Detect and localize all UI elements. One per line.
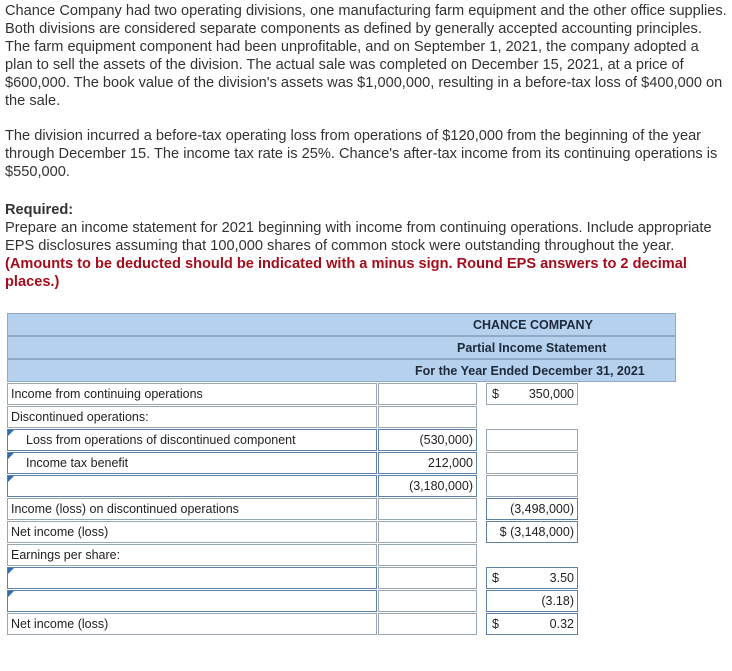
- continuing-ops-label: Income from continuing operations: [7, 383, 377, 405]
- dropdown-flag-icon: [8, 591, 14, 597]
- income-statement-table: [7, 313, 676, 643]
- table-row: [7, 521, 676, 544]
- table-row: [7, 406, 676, 429]
- income-tax-benefit-label: Income tax benefit: [26, 456, 129, 470]
- discontinued-total-col1: [378, 498, 477, 520]
- eps-line1-select[interactable]: [7, 567, 377, 589]
- eps-net-income-label: Net income (loss): [7, 613, 377, 635]
- dollar-sign: $: [492, 571, 499, 585]
- header-company-row: [7, 313, 676, 336]
- problem-paragraph-1: Chance Company had two operating divisions, one manufacturing farm equipment and the other office supplies. Both divisions are considered separate components as defined by generally accepted accounting principles. The farm equipment component had been unprofitable, and on September 1, 2021, the company adopted a plan to sell the assets of the division. The actual sale was completed on December 15, 2021, at a price of $600,000. The book value of the division's assets was $1,000,000, resulting in a before-tax loss of $400,000 on the sale.: [5, 3, 727, 109]
- table-row: [7, 429, 676, 452]
- dollar-sign: $: [492, 387, 499, 401]
- loss-from-operations-label: Loss from operations of discontinued component: [26, 433, 296, 447]
- eps-net-income-input[interactable]: [486, 613, 578, 635]
- net-income-input[interactable]: $ (3,148,000): [486, 521, 578, 543]
- dollar-sign: $: [492, 617, 499, 631]
- problem-paragraph-2: The division incurred a before-tax operating loss from operations of $120,000 from the beginning of the year through December 15. The income tax rate is 25%. Chance's after-tax income from its continuing operations is $550,000.: [5, 128, 718, 180]
- loss-from-operations-input[interactable]: (530,000): [378, 429, 477, 451]
- loss-from-operations-select[interactable]: [7, 429, 377, 451]
- eps-line2-col1: [378, 590, 477, 612]
- blank-row-amount-input[interactable]: (3,180,000): [378, 475, 477, 497]
- required-heading: Required:: [5, 202, 74, 218]
- continuing-ops-col1: [378, 383, 477, 405]
- eps-line1-input[interactable]: [486, 567, 578, 589]
- table-row: [7, 383, 676, 406]
- continuing-ops-value: [486, 383, 578, 405]
- net-income-label: Net income (loss): [7, 521, 377, 543]
- loss-from-operations-col2: [486, 429, 578, 451]
- table-row: [7, 613, 676, 636]
- eps-heading-label: Earnings per share:: [7, 544, 377, 566]
- instruction-note: (Amounts to be deducted should be indicated with a minus sign. Round EPS answers to 2 decimal places.): [5, 256, 687, 290]
- required-text: [5, 219, 729, 291]
- income-tax-benefit-input[interactable]: 212,000: [378, 452, 477, 474]
- eps-line2-input[interactable]: (3.18): [486, 590, 578, 612]
- discontinued-total-label: Income (loss) on discontinued operations: [7, 498, 377, 520]
- table-row: [7, 544, 676, 567]
- table-row: [7, 567, 676, 590]
- statement-period: For the Year Ended December 31, 2021: [415, 364, 645, 378]
- table-row: [7, 498, 676, 521]
- discontinued-ops-col1: [378, 406, 477, 428]
- company-name: CHANCE COMPANY: [473, 318, 593, 332]
- eps-line1-col1: [378, 567, 477, 589]
- blank-row-col2: [486, 475, 578, 497]
- eps-net-income-amount: 0.32: [549, 617, 574, 631]
- income-tax-benefit-col2: [486, 452, 578, 474]
- net-income-col1: [378, 521, 477, 543]
- dropdown-flag-icon: [8, 568, 14, 574]
- table-row: [7, 590, 676, 613]
- dropdown-flag-icon: [8, 453, 14, 459]
- eps-heading-col1: [378, 544, 477, 566]
- income-tax-benefit-select[interactable]: [7, 452, 377, 474]
- eps-line2-select[interactable]: [7, 590, 377, 612]
- continuing-ops-amount: 350,000: [528, 387, 574, 401]
- eps-line1-amount: 3.50: [549, 571, 574, 585]
- table-row: [7, 475, 676, 498]
- dropdown-flag-icon: [8, 476, 14, 482]
- statement-title: Partial Income Statement: [457, 341, 607, 355]
- required-description: Prepare an income statement for 2021 beginning with income from continuing operations. Include appropriate EPS disclosures assuming that 100,000 shares of common stock were outstanding throughout the year.: [5, 220, 712, 254]
- discontinued-total-input[interactable]: (3,498,000): [486, 498, 578, 520]
- dropdown-flag-icon: [8, 430, 14, 436]
- eps-net-income-col1: [378, 613, 477, 635]
- discontinued-ops-label: Discontinued operations:: [7, 406, 377, 428]
- table-row: [7, 452, 676, 475]
- blank-label-select[interactable]: [7, 475, 377, 497]
- header-title-row: [7, 336, 676, 359]
- header-period-row: [7, 359, 676, 382]
